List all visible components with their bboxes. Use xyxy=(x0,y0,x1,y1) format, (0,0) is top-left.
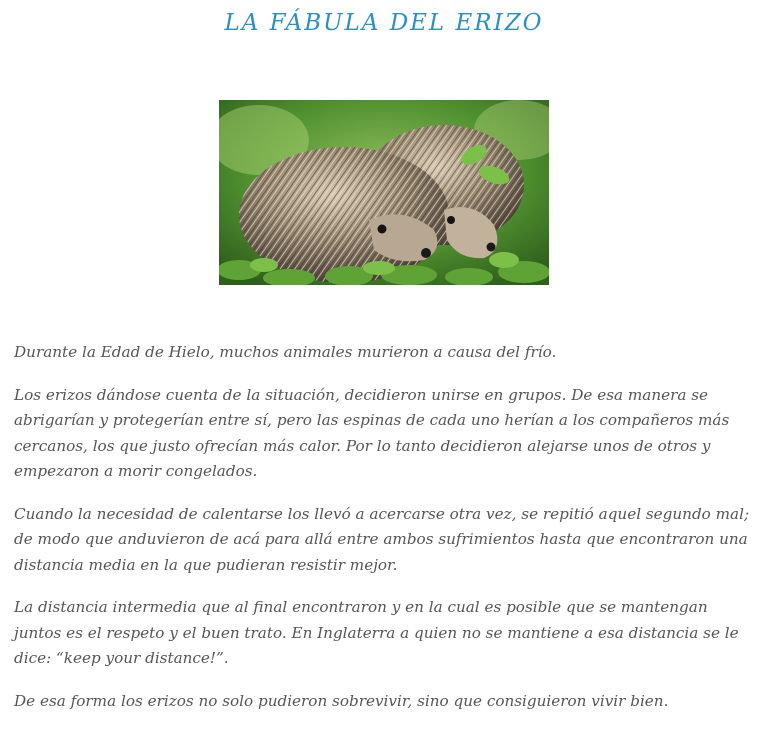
paragraph: Los erizos dándose cuenta de la situación, decidieron unirse en grupos. De esa manera se abrigarían y protegerían entre sí, pero las espinas de cada uno herían a los compañeros más cercanos, los que justo ofrecían más calor. Por lo tanto decidieron alejarse unos de otros y empezaron a morir congelados. xyxy=(14,385,730,480)
paragraph: De esa forma los erizos no solo pudieron sobrevivir, sino que consiguieron vivir bien. xyxy=(14,691,669,710)
paragraph: Durante la Edad de Hielo, muchos animales murieron a causa del frío. xyxy=(14,343,557,361)
fable-body xyxy=(14,340,754,731)
hedgehogs-photo xyxy=(219,100,549,285)
page-title: LA FÁBULA DEL ERIZO xyxy=(224,10,544,36)
paragraph: Cuando la necesidad de calentarse los llevó a acercarse otra vez, se repitió aquel segundo mal; de modo que anduvieron de acá para allá entre ambos sufrimientos hasta que encontraron una distancia media en la que pudieran resistir mejor. xyxy=(14,504,750,574)
paragraph: La distancia intermedia que al final encontraron y en la cual es posible que se mantengan juntos es el respeto y el buen trato. En Inglaterra a quien no se mantiene a esa distancia se le dice: “keep your distance!”. xyxy=(14,598,739,667)
